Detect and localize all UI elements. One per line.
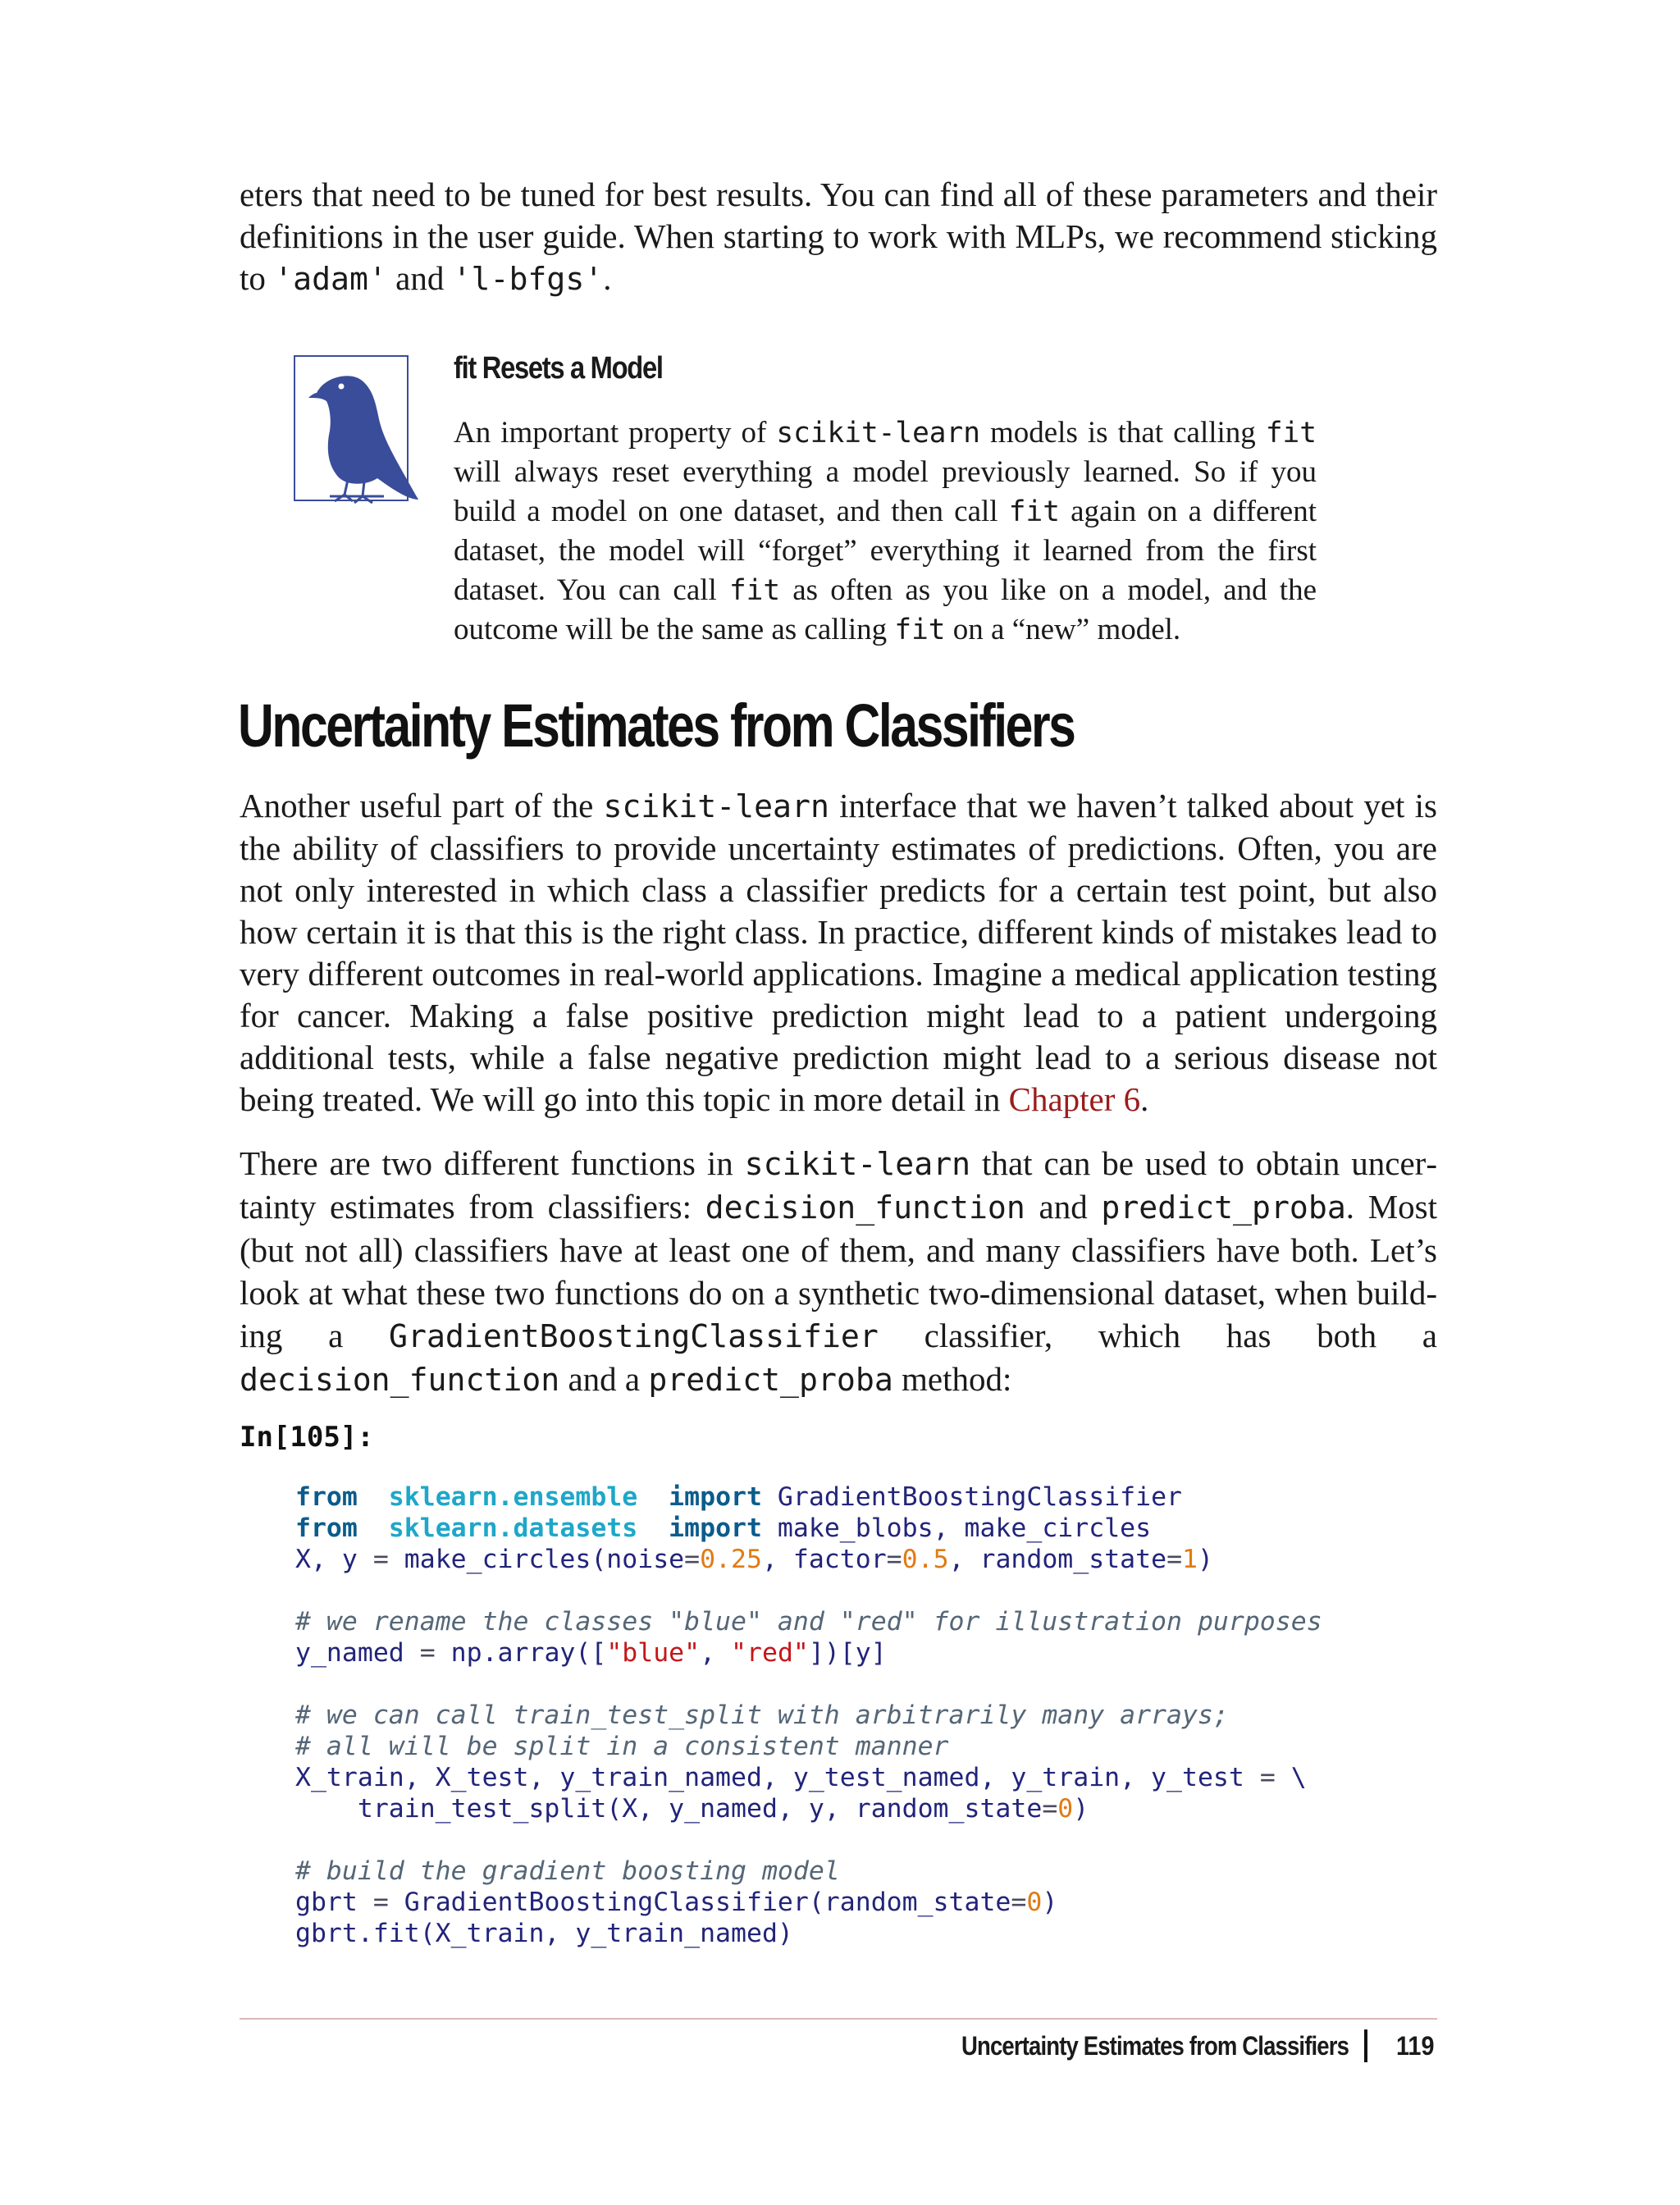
inline-code: GradientBoostingClassifier bbox=[389, 1318, 879, 1354]
code-token: import bbox=[669, 1513, 762, 1543]
footer-separator bbox=[1364, 2029, 1367, 2062]
body-text: and bbox=[1025, 1188, 1102, 1226]
code-token: 0.5 bbox=[902, 1545, 949, 1574]
note-text: An important property of bbox=[454, 416, 777, 450]
body-text: . Most (but not all) classifiers have at least one of them, and many classifiers have both. Let’s look at what these two functions do on a synthetic two-dimensional dataset, when building a bbox=[240, 1188, 1437, 1354]
code-token: , bbox=[700, 1638, 732, 1668]
inline-code: decision_function bbox=[240, 1362, 560, 1398]
note-body bbox=[454, 413, 1317, 650]
intro-text: . bbox=[603, 259, 612, 297]
inline-code: fit bbox=[728, 574, 781, 607]
code-token: 0 bbox=[1057, 1794, 1074, 1824]
code-token: ) bbox=[1042, 1888, 1058, 1917]
code-token: ) bbox=[1073, 1794, 1089, 1824]
body-text: method: bbox=[892, 1360, 1012, 1398]
code-token: GradientBoostingClassifier bbox=[761, 1482, 1183, 1512]
code-line bbox=[295, 1856, 1322, 1887]
code-token: # build the gradient boosting model bbox=[295, 1856, 840, 1886]
section-heading: Uncertainty Estimates from Classifiers bbox=[238, 692, 1075, 760]
code-token: sklearn.datasets bbox=[388, 1513, 638, 1543]
code-line bbox=[295, 1606, 1322, 1637]
body-paragraph bbox=[240, 785, 1437, 1121]
intro-text: and bbox=[386, 259, 453, 297]
code-token: # we rename the classes "blue" and "red" for illustration purposes bbox=[295, 1607, 1322, 1637]
note-title: fit Resets a Model bbox=[454, 351, 663, 386]
code-token: = bbox=[1259, 1763, 1276, 1792]
code-token: \ bbox=[1275, 1763, 1307, 1792]
intro-text: eters that need to be tuned for best results. You can find all of these parameters and their definitions in the user guide. When starting to work with MLPs, we recommend sticking to bbox=[240, 176, 1437, 297]
body-paragraph bbox=[240, 1142, 1437, 1401]
note-text: as often as you like on a model, and the outcome will be the same as calling bbox=[454, 573, 1317, 646]
code-token: # we can call train_test_split with arbitrarily many arrays; bbox=[295, 1701, 1229, 1730]
body-text: Another useful part of the bbox=[240, 787, 604, 824]
note-text: models is that calling bbox=[979, 416, 1266, 450]
code-token: = bbox=[684, 1545, 701, 1574]
code-line bbox=[295, 1824, 1322, 1856]
code-line bbox=[295, 1481, 1322, 1513]
code-line bbox=[295, 1575, 1322, 1606]
code-line bbox=[295, 1918, 1322, 1949]
code-token: = bbox=[1042, 1794, 1058, 1824]
code-line bbox=[295, 1793, 1322, 1824]
inline-code: 'adam' bbox=[274, 261, 387, 297]
code-token: 0 bbox=[1026, 1888, 1043, 1917]
running-footer-title: Uncertainty Estimates from Classifiers bbox=[961, 2031, 1349, 2061]
body-text: There are two different functions in bbox=[240, 1144, 745, 1182]
code-token: # all will be split in a consistent manner bbox=[295, 1732, 949, 1761]
code-line bbox=[295, 1887, 1322, 1918]
intro-paragraph bbox=[240, 174, 1437, 300]
page-number: 119 bbox=[1396, 2031, 1435, 2061]
code-token: , factor bbox=[761, 1545, 887, 1574]
body-text: . bbox=[1140, 1080, 1149, 1118]
code-token: = bbox=[1011, 1888, 1027, 1917]
code-token: X, y bbox=[295, 1545, 373, 1574]
code-token: np.array([ bbox=[435, 1638, 607, 1668]
chapter-link[interactable]: Chapter 6 bbox=[1008, 1080, 1141, 1118]
code-token bbox=[358, 1513, 389, 1543]
crow-icon bbox=[294, 355, 422, 506]
code-token: "blue" bbox=[606, 1638, 701, 1668]
code-token bbox=[358, 1482, 389, 1512]
note-text: on a “new” model. bbox=[945, 613, 1181, 646]
body-text: that can be used to obtain uncertainty estimates from classifiers: bbox=[240, 1144, 1437, 1226]
code-token: X_train, X_test, y_train_named, y_test_named, y_train, y_test bbox=[295, 1763, 1260, 1792]
code-token: make_circles(noise bbox=[388, 1545, 685, 1574]
code-token: from bbox=[295, 1482, 358, 1512]
inline-code: fit bbox=[1265, 417, 1317, 450]
body-text: interface that we haven’t talked about yet is the ability of classifiers to provide uncertainty estimates of predictions. Often, you are not only interested in which class a classifier predicts for a certain test point, but also how certain it is that this is the right class. In practice, different kinds of mistakes lead to very different outcomes in real-world applications. Imagine a medical application testing for cancer. Making a false positive prediction might lead to a patient undergoing additional tests, while a false negative prediction might lead to a serious disease not being treated. We will go into this topic in more detail in bbox=[240, 787, 1437, 1118]
code-line bbox=[295, 1544, 1322, 1575]
inline-code: fit bbox=[1008, 495, 1060, 528]
code-line bbox=[295, 1669, 1322, 1700]
code-token: GradientBoostingClassifier(random_state bbox=[388, 1888, 1011, 1917]
code-block bbox=[295, 1481, 1322, 1949]
code-token: = bbox=[372, 1545, 389, 1574]
inline-code: scikit-learn bbox=[603, 788, 829, 824]
code-token: , random_state bbox=[948, 1545, 1167, 1574]
code-token: ) bbox=[1198, 1545, 1213, 1574]
inline-code: scikit-learn bbox=[776, 417, 980, 450]
code-token bbox=[637, 1513, 669, 1543]
code-line bbox=[295, 1513, 1322, 1544]
code-line bbox=[295, 1700, 1322, 1731]
inline-code: scikit-learn bbox=[744, 1146, 971, 1182]
code-token bbox=[637, 1482, 669, 1512]
inline-code: 'l-bfgs' bbox=[452, 261, 604, 297]
code-token: "red" bbox=[731, 1638, 809, 1668]
code-token: make_blobs, make_circles bbox=[761, 1513, 1152, 1543]
body-text: classifier, which has both a bbox=[878, 1317, 1437, 1354]
inline-code: decision_function bbox=[705, 1189, 1025, 1226]
code-token: gbrt bbox=[295, 1888, 373, 1917]
code-token: import bbox=[669, 1482, 762, 1512]
code-line bbox=[295, 1731, 1322, 1762]
code-token: sklearn.ensemble bbox=[388, 1482, 638, 1512]
inline-code: fit bbox=[894, 614, 946, 646]
code-token: = bbox=[419, 1638, 436, 1668]
code-token: = bbox=[886, 1545, 902, 1574]
code-line bbox=[295, 1637, 1322, 1669]
note-text: will always reset everything a model previously learned. So if you build a model on one dataset, and then call bbox=[454, 455, 1317, 528]
code-token: y_named bbox=[295, 1638, 420, 1668]
code-token: = bbox=[1166, 1545, 1183, 1574]
code-token: 1 bbox=[1182, 1545, 1198, 1574]
footer-divider bbox=[240, 2018, 1437, 2020]
note-text: again on a different dataset, the model will “forget” everything it learned from the first dataset. You can call bbox=[454, 495, 1317, 607]
code-cell-label: In[105]: bbox=[240, 1421, 374, 1454]
body-text: and a bbox=[559, 1360, 649, 1398]
code-token: gbrt.fit(X_train, y_train_named) bbox=[295, 1919, 793, 1948]
code-token: ])[y] bbox=[808, 1638, 887, 1668]
code-line bbox=[295, 1762, 1322, 1793]
code-token: = bbox=[372, 1888, 389, 1917]
code-token: 0.25 bbox=[700, 1545, 762, 1574]
inline-code: predict_proba bbox=[648, 1362, 893, 1398]
code-token: train_test_split(X, y_named, y, random_state bbox=[295, 1794, 1043, 1824]
inline-code: predict_proba bbox=[1101, 1189, 1346, 1226]
code-token: from bbox=[295, 1513, 358, 1543]
